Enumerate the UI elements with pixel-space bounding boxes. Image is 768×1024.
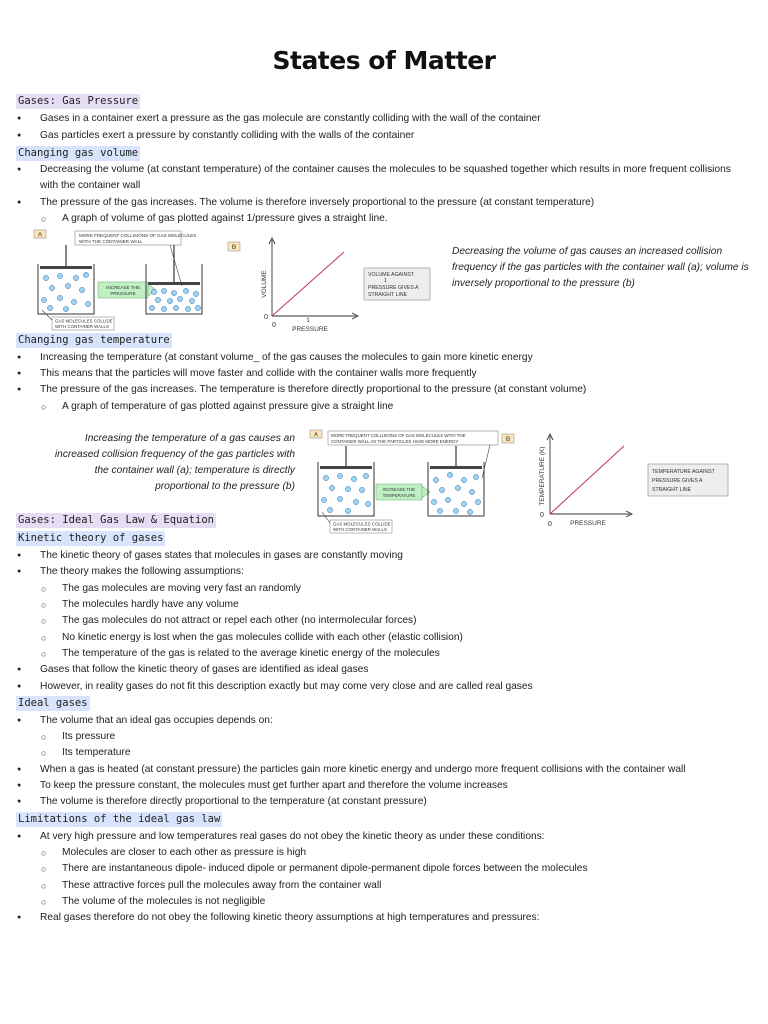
bullet-text: ● Gas particles exert a pressure by constantly colliding with the walls of the container — [40, 128, 414, 144]
bullet-text: ● Decreasing the volume (at constant temperature) of the container causes the molecules to be squashed together which results in more frequent collisions with the container wall — [40, 162, 740, 194]
temperature-container-diagram — [306, 428, 506, 536]
svg-text:WITH CONTAINER WALLS: WITH CONTAINER WALLS — [55, 324, 109, 329]
heading-ideal-gases: Ideal gases — [18, 697, 88, 709]
figure-caption: Decreasing the volume of gas causes an increased collision frequency if the gas particles with the container wall (a); volume is inversely proportional to the pressure (b) — [452, 246, 749, 289]
svg-text:GAS MOLECULES COLLIDE: GAS MOLECULES COLLIDE — [333, 521, 391, 527]
svg-text:1: 1 — [306, 318, 310, 324]
bullet-text: ● This means that the particles will move faster and collide with the container walls more frequently — [40, 366, 477, 382]
svg-text:MORE FREQUENT COLLISIONS OF GA: MORE FREQUENT COLLISIONS OF GAS MOLECULES WITH THE — [331, 433, 466, 438]
bullet-text: ● The volume is therefore directly proportional to the temperature (at constant pressure) — [40, 794, 427, 810]
svg-text:PRESSURE: PRESSURE — [110, 291, 136, 296]
bullet-text: ● Gases that follow the kinetic theory of gases are identified as ideal gases — [40, 662, 368, 678]
bullet-text: ● At very high pressure and low temperatures real gases do not obey the kinetic theory as under these conditions: — [40, 829, 545, 845]
bullet-text: ● Increasing the temperature (at constant volume_ of the gas causes the molecules to gain more kinetic energy — [40, 350, 533, 366]
bullet-text: ● Real gases therefore do not obey the following kinetic theory assumptions at high temperatures and pressures: — [40, 910, 539, 926]
sub-bullet-text: ○ Molecules are closer to each other as pressure is high — [62, 845, 306, 861]
sub-bullet-text: ○ The volume of the molecules is not negligible — [62, 894, 265, 910]
svg-text:B: B — [231, 244, 237, 251]
sub-bullet-text: ○ A graph of volume of gas plotted against 1/pressure gives a straight line. — [62, 211, 388, 227]
bullet-text: ● The pressure of the gas increases. The volume is therefore inversely proportional to the pressure (at constant temperature) — [40, 195, 594, 211]
svg-text:WITH CONTAINER WALLS: WITH CONTAINER WALLS — [333, 527, 387, 532]
pressure-container-diagram — [30, 228, 230, 332]
heading-changing-temperature: Changing gas temperature — [18, 334, 170, 346]
svg-text:0: 0 — [264, 314, 268, 321]
sub-bullet-text: ○ Its pressure — [62, 729, 115, 745]
svg-text:GAS MOLECULES COLLIDE: GAS MOLECULES COLLIDE — [55, 318, 113, 324]
bullet-text: ● The volume that an ideal gas occupies depends on: — [40, 713, 273, 729]
svg-text:STRAIGHT LINE: STRAIGHT LINE — [368, 292, 408, 298]
volume-pressure-graph — [226, 236, 436, 336]
svg-text:STRAIGHT LINE: STRAIGHT LINE — [652, 487, 692, 493]
bullet-text: ● Gases in a container exert a pressure as the gas molecule are constantly colliding with the wall of the container — [40, 111, 541, 127]
sub-bullet-text: ○ The gas molecules do not attract or repel each other (no intermolecular forces) — [62, 613, 416, 629]
bullet-text: ● The pressure of the gas increases. The temperature is therefore directly proportional to the pressure (at constant volume) — [40, 382, 586, 398]
sub-bullet-text: ○ The gas molecules are moving very fast an randomly — [62, 581, 301, 597]
svg-text:PRESSURE GIVES A: PRESSURE GIVES A — [652, 478, 703, 484]
svg-text:MORE FREQUENT COLLISIONS OF GA: MORE FREQUENT COLLISIONS OF GAS MOLECULES — [79, 233, 197, 238]
svg-text:1: 1 — [384, 278, 387, 284]
sub-bullet-text: ○ A graph of temperature of gas plotted against pressure give a straight line — [62, 399, 393, 415]
svg-text:INCREASE THE: INCREASE THE — [106, 285, 140, 290]
svg-text:VOLUME: VOLUME — [261, 270, 268, 298]
sub-bullet-text: ○ Its temperature — [62, 745, 131, 761]
svg-text:0: 0 — [540, 512, 544, 519]
heading-changing-volume: Changing gas volume — [18, 147, 139, 159]
temperature-pressure-graph — [500, 428, 736, 532]
svg-text:A: A — [313, 432, 319, 439]
svg-text:WITH THE CONTAINER WALL: WITH THE CONTAINER WALL — [79, 239, 143, 244]
heading-kinetic-theory: Kinetic theory of gases — [18, 532, 164, 544]
svg-text:INCREASE THE: INCREASE THE — [382, 487, 416, 492]
svg-text:TEMPERATURE: TEMPERATURE — [382, 493, 416, 498]
svg-text:0: 0 — [272, 322, 276, 329]
sub-bullet-text: ○ The molecules hardly have any volume — [62, 597, 239, 613]
svg-text:PRESSURE: PRESSURE — [570, 520, 606, 527]
bullet-text: ● When a gas is heated (at constant pressure) the particles gain more kinetic energy and undergo more frequent collisions with the container wall — [40, 762, 686, 778]
page-title: States of Matter — [272, 46, 496, 75]
svg-text:B: B — [505, 436, 511, 443]
heading-ideal-gas-law: Gases: Ideal Gas Law & Equation — [18, 514, 214, 526]
svg-text:VOLUME AGAINST: VOLUME AGAINST — [368, 272, 414, 278]
sub-bullet-text: ○ These attractive forces pull the molecules away from the container wall — [62, 878, 381, 894]
heading-limitations: Limitations of the ideal gas law — [18, 813, 221, 825]
svg-text:PRESSURE GIVES A: PRESSURE GIVES A — [368, 285, 419, 291]
svg-text:0: 0 — [548, 521, 552, 528]
svg-text:CONTAINER WALL AS THE PARTICLE: CONTAINER WALL AS THE PARTICLES HAVE MORE ENERGY — [331, 439, 459, 444]
svg-text:TEMPERATURE (K): TEMPERATURE (K) — [539, 446, 546, 506]
bullet-text: ● The kinetic theory of gases states that molecules in gases are constantly moving — [40, 548, 403, 564]
sub-bullet-text: ○ The temperature of the gas is related to the average kinetic energy of the molecules — [62, 646, 440, 662]
svg-text:TEMPERATURE AGAINST: TEMPERATURE AGAINST — [652, 469, 715, 475]
heading-gas-pressure: Gases: Gas Pressure — [18, 95, 139, 107]
bullet-text: ● To keep the pressure constant, the molecules must get further apart and therefore the volume increases — [40, 778, 508, 794]
figure-caption: Increasing the temperature of a gas causes an increased collision frequency of the gas particles with the container wall (a); temperature is directly proportional to the pressure (b) — [54, 433, 295, 492]
sub-bullet-text: ○ No kinetic energy is lost when the gas molecules collide with each other (elastic collision) — [62, 630, 463, 646]
bullet-text: ● The theory makes the following assumptions: — [40, 564, 244, 580]
bullet-text: ● However, in reality gases do not fit this description exactly but may come very close and are called real gases — [40, 679, 533, 695]
svg-text:PRESSURE: PRESSURE — [292, 326, 328, 333]
sub-bullet-text: ○ There are instantaneous dipole- induced dipole or permanent dipole-permanent dipole forces between the molecules — [62, 861, 588, 877]
svg-text:A: A — [37, 232, 43, 239]
